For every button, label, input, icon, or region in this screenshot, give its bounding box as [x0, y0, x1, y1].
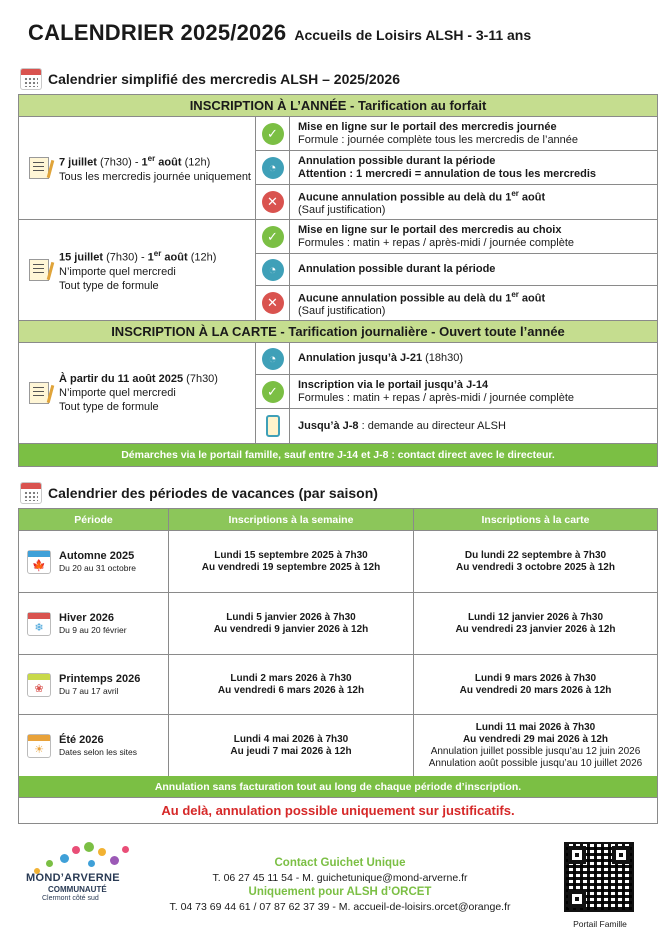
section1-title: Calendrier simplifié des mercredis ALSH – 2025/2026 [20, 68, 400, 90]
check-icon: ✓ [262, 123, 284, 145]
check-icon: ✓ [262, 381, 284, 403]
cancellation-note: Annulation sans facturation tout au long de chaque période d’inscription. [18, 776, 658, 798]
sun-icon: ☀ [27, 734, 51, 758]
qr-label: Portail Famille [573, 919, 627, 929]
orcet-title: Uniquement pour ALSH d’ORCET [248, 886, 432, 898]
smartphone-icon [266, 415, 280, 437]
check-icon: ✓ [262, 226, 284, 248]
card-block: À partir du 11 août 2025 (7h30) N’importe quel mercredi Tout type de formule ◔ Annulation jusqu’à J-21 (18h30) ✓ Inscription via le portail jusqu’à J-14 Formules : matin + repas / après-midi / journée complète Jusqu’à J-8 : demande au directeur ALSH [19, 343, 657, 444]
mond-arverne-logo: MOND’ARVERNE COMMUNAUTÉ Clermont côté sud [22, 842, 142, 922]
column-header: Inscriptions à la carte [414, 509, 658, 531]
table-row: ☀ Été 2026 Dates selon les sites Lundi 4 mai 2026 à 7h30 Au jeudi 7 mai 2026 à 12h Lundi 11 mai 2026 à 7h30 Au vendredi 29 mai 2026 à 12h Annulation juillet possible jusqu’au 12 juin 2026 Annulation août possible jusqu’au 10 juillet 2026 [19, 715, 658, 777]
calendar-icon [20, 68, 42, 90]
leaf-icon: 🍁 [27, 550, 51, 574]
list-item: ✓ Mise en ligne sur le portail des mercredis journée Formule : journée complète tous les mercredis de l’année [256, 117, 657, 151]
clock-icon: ◔ [262, 259, 284, 281]
vacation-table [18, 508, 658, 777]
section2-title: Calendrier des périodes de vacances (par saison) [20, 482, 378, 504]
orcet-line: T. 04 73 69 44 61 / 07 87 62 37 39 - M. accueil-de-loisirs.orcet@orange.fr [169, 900, 511, 913]
table-row: ❄ Hiver 2026 Du 9 au 20 février Lundi 5 janvier 2026 à 7h30 Au vendredi 9 janvier 2026 à 12h Lundi 12 janvier 2026 à 7h30 Au vendredi 23 janvier 2026 à 12h [19, 593, 658, 655]
list-item: ✕ Aucune annulation possible au delà du 1er août (Sauf justification) [256, 185, 657, 219]
cross-icon: ✕ [262, 292, 284, 314]
page-title: CALENDRIER 2025/2026 [28, 20, 287, 45]
column-header: Période [19, 509, 169, 531]
notepad-icon [29, 259, 49, 281]
contact-block [150, 856, 530, 914]
snowflake-icon: ❄ [27, 612, 51, 636]
annual-block-2: 15 juillet (7h30) - 1er août (12h) N’importe quel mercredi Tout type de formule ✓ Mise en ligne sur le portail des mercredis au choix Formules : matin + repas / après-midi / journée complète ◔ Annulation possible durant la période ✕ Aucune annulation possible au delà du 1er août (Sauf justification) [19, 220, 657, 321]
list-item: Jusqu’à J-8 : demande au directeur ALSH [256, 409, 657, 443]
qr-code-icon [564, 842, 634, 912]
calendar-icon [20, 482, 42, 504]
annual-registration-header: INSCRIPTION À L’ANNÉE - Tarification au forfait [19, 95, 657, 117]
list-item: ◔ Annulation jusqu’à J-21 (18h30) [256, 343, 657, 375]
list-item: ✕ Aucune annulation possible au delà du 1er août (Sauf justification) [256, 286, 657, 320]
page-header [28, 20, 531, 46]
justification-note: Au delà, annulation possible uniquement sur justificatifs. [18, 798, 658, 824]
notepad-icon [29, 382, 49, 404]
clock-icon: ◔ [262, 157, 284, 179]
table-row: 🍁 Automne 2025 Du 20 au 31 octobre Lundi 15 septembre 2025 à 7h30 Au vendredi 19 septembre 2025 à 12h Du lundi 22 septembre à 7h30 Au vendredi 3 octobre 2025 à 12h [19, 531, 658, 593]
wednesday-calendar-box [18, 94, 658, 467]
contact-title: Contact Guichet Unique [274, 857, 406, 869]
notepad-icon [29, 157, 49, 179]
contact-line: T. 06 27 45 11 54 - M. guichetunique@mond-arverne.fr [212, 871, 468, 884]
flower-icon: ❀ [27, 673, 51, 697]
table-header-row [19, 509, 658, 531]
cross-icon: ✕ [262, 191, 284, 213]
list-item: ✓ Inscription via le portail jusqu’à J-14 Formules : matin + repas / après-midi / journée complète [256, 375, 657, 409]
list-item: ◔ Annulation possible durant la période Attention : 1 mercredi = annulation de tous les mercredis [256, 151, 657, 185]
table-row: ❀ Printemps 2026 Du 7 au 17 avril Lundi 2 mars 2026 à 7h30 Au vendredi 6 mars 2026 à 12h Lundi 9 mars 2026 à 7h30 Au vendredi 20 mars 2026 à 12h [19, 655, 658, 715]
column-header: Inscriptions à la semaine [169, 509, 414, 531]
list-item: ✓ Mise en ligne sur le portail des mercredis au choix Formules : matin + repas / après-midi / journée complète [256, 220, 657, 254]
portal-note: Démarches via le portail famille, sauf entre J-14 et J-8 : contact direct avec le directeur. [19, 444, 657, 466]
list-item: ◔ Annulation possible durant la période [256, 254, 657, 286]
page-subtitle: Accueils de Loisirs ALSH - 3-11 ans [294, 27, 532, 43]
annual-block-1: 7 juillet (7h30) - 1er août (12h) Tous les mercredis journée uniquement ✓ Mise en ligne sur le portail des mercredis journée Formule : journée complète tous les mercredis de l’année ◔ Annulation possible durant la période Attention : 1 mercredi = annulation de tous les mercredis ✕ Aucune annulation possible au delà du 1er août (Sauf justification) [19, 117, 657, 220]
clock-icon: ◔ [262, 348, 284, 370]
card-registration-header: INSCRIPTION À LA CARTE - Tarification journalière - Ouvert toute l’année [19, 321, 657, 343]
